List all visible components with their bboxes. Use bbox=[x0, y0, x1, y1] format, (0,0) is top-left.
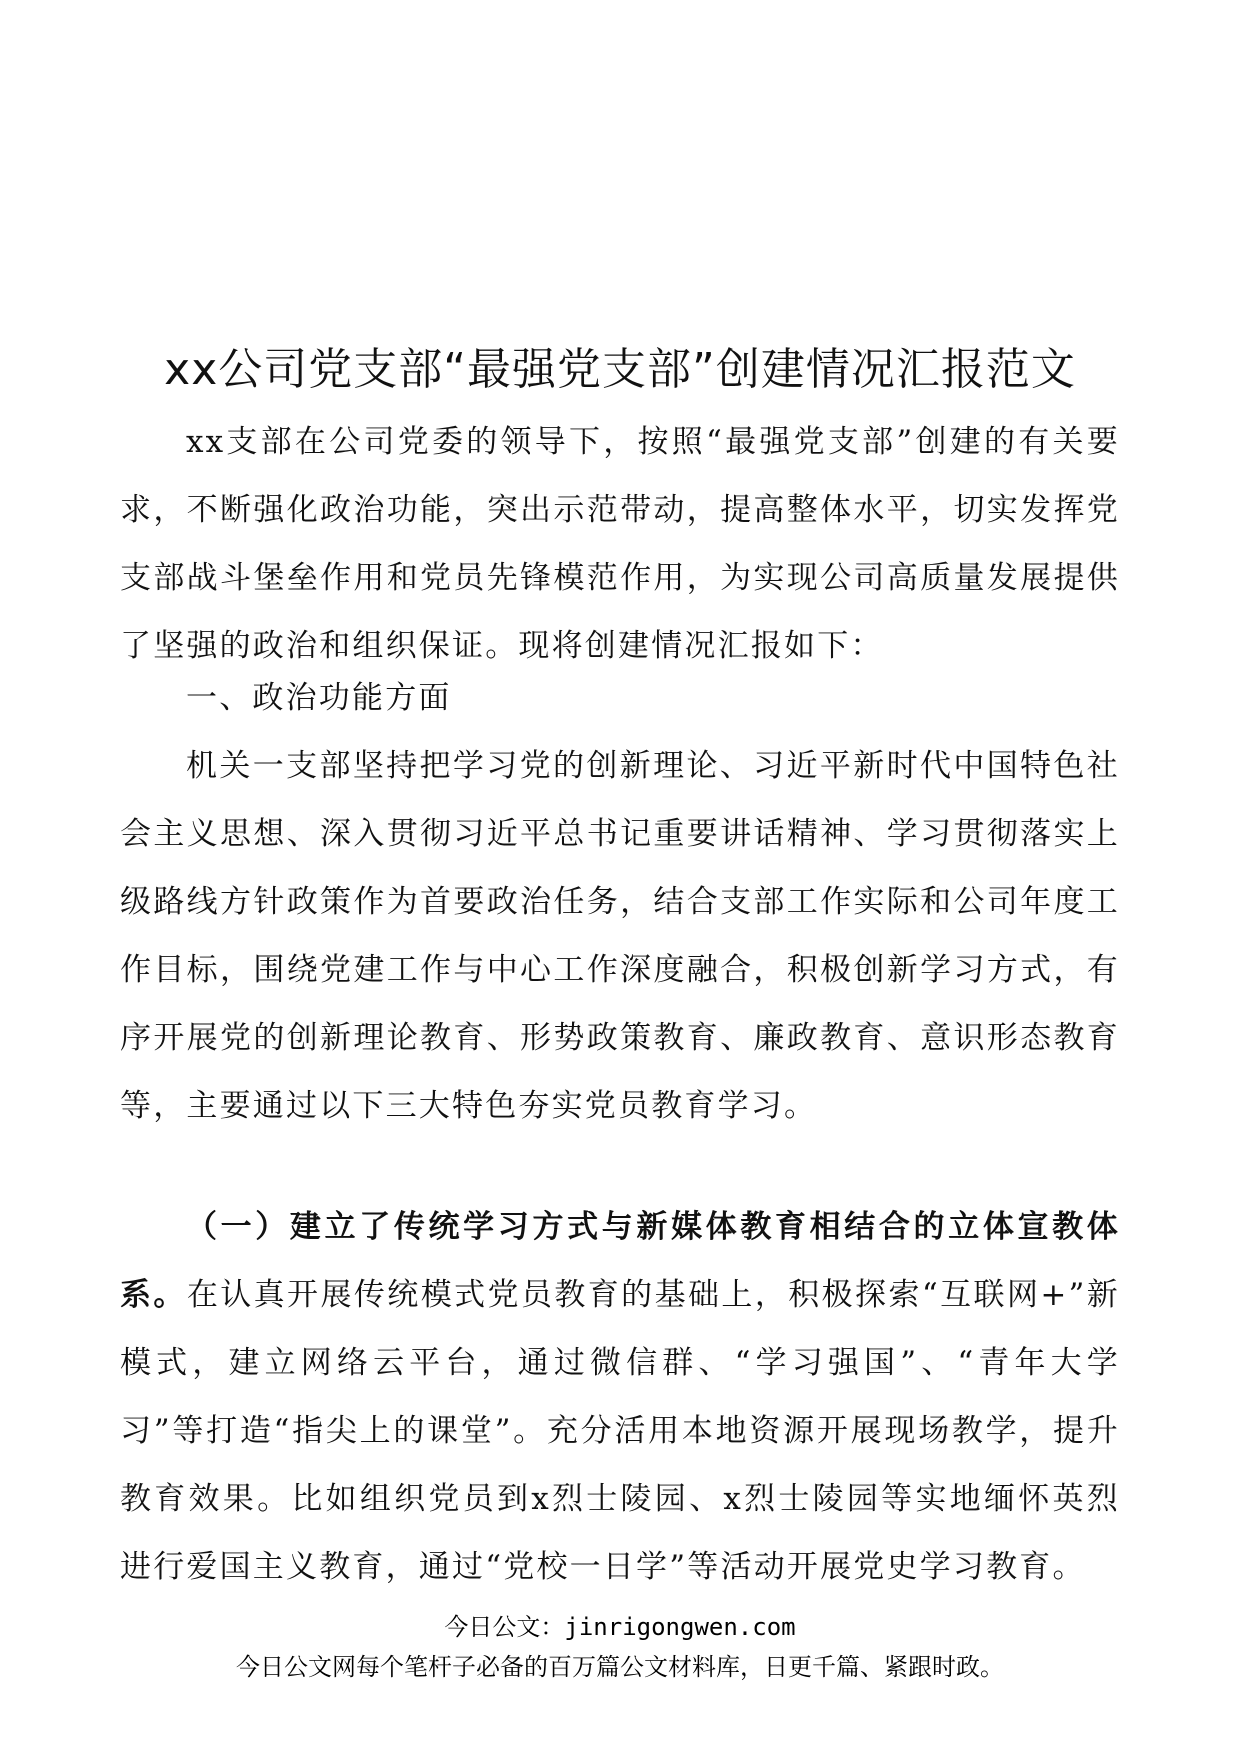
footer-tagline: 今日公文网每个笔杆子必备的百万篇公文材料库，日更千篇、紧跟时政。 bbox=[236, 1653, 1004, 1681]
footer-source bbox=[0, 1610, 1240, 1644]
footer-site-url[interactable]: jinrigongwen.com bbox=[564, 1613, 796, 1641]
intro-paragraph: xx支部在公司党委的领导下，按照“最强党支部”创建的有关要求，不断强化政治功能，突出示范带动，提高整体水平，切实发挥党支部战斗堡垒作用和党员先锋模范作用，为实现公司高质量发展提供了坚强的政治和组织保证。现将创建情况汇报如下： bbox=[120, 424, 1120, 664]
footer-site-label: 今日公文： bbox=[444, 1613, 565, 1641]
document-title: xx公司党支部“最强党支部”创建情况汇报范文 bbox=[164, 344, 1076, 395]
subsection-1-body: 在认真开展传统模式党员教育的基础上，积极探索“互联网+”新模式，建立网络云平台，通过微信群、“学习强国”、“青年大学习”等打造“指尖上的课堂”。充分活用本地资源开展现场教学，提升教育效果。比如组织党员到x烈士陵园、x烈士陵园等实地缅怀英烈进行爱国主义教育，通过“党校一日学”等活动开展党史学习教育。 bbox=[120, 1277, 1120, 1585]
subsection-1-heading: （一）建立了传统学习方式与新媒体教育相结合的立体宣教体系。 bbox=[120, 1209, 1120, 1313]
section-heading-political-function: 一、政治功能方面 bbox=[186, 680, 452, 716]
subsection-1-paragraph bbox=[120, 1193, 1120, 1601]
section-1-paragraph: 机关一支部坚持把学习党的创新理论、习近平新时代中国特色社会主义思想、深入贯彻习近平总书记重要讲话精神、学习贯彻落实上级路线方针政策作为首要政治任务，结合支部工作实际和公司年度工作目标，围绕党建工作与中心工作深度融合，积极创新学习方式，有序开展党的创新理论教育、形势政策教育、廉政教育、意识形态教育等，主要通过以下三大特色夯实党员教育学习。 bbox=[120, 748, 1120, 1124]
